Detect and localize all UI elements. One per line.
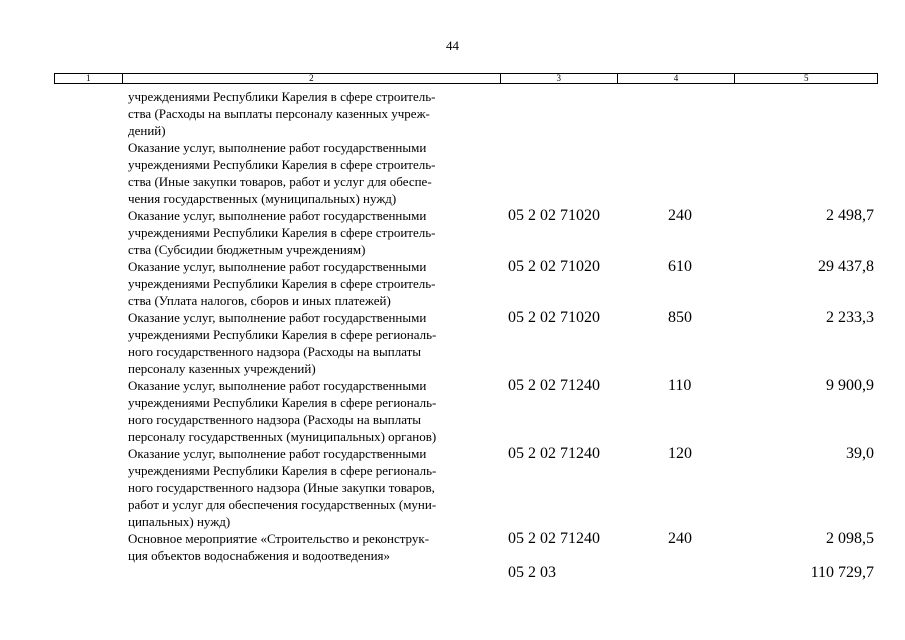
row-description: учреждениями Республики Карелия в сфере строитель- ства (Расходы на выплаты персоналу казенных учреж- дений) [128,89,436,138]
row-code: 05 2 02 71240 [508,377,600,394]
row-code: 05 2 02 71020 [508,207,600,224]
table-row [0,309,905,394]
row-expense-type: 240 [668,207,692,224]
header-column-1: 1 [55,74,123,83]
row-code: 05 2 02 71240 [508,530,600,547]
row-code: 05 2 03 [508,564,556,581]
row-expense-type: 240 [668,530,692,547]
table-row [0,139,905,224]
header-column-2: 2 [123,74,501,83]
row-code: 05 2 02 71020 [508,309,600,326]
row-amount: 2 098,5 [826,530,874,547]
row-description: Оказание услуг, выполнение работ государственными учреждениями Республики Карелия в сфере строитель- ства (Уплата налогов, сборов и иных платежей) [128,259,436,308]
header-column-5: 5 [803,73,809,83]
row-amount: 29 437,8 [818,258,874,275]
row-description: Основное мероприятие «Строительство и реконструк- ция объектов водоснабжения и водоотведения» [128,531,430,563]
row-code: 05 2 02 71240 [508,445,600,462]
header-column-4: 4 [618,74,736,83]
row-amount: 2 233,3 [826,309,874,326]
row-expense-type: 120 [668,445,692,462]
table-header-row [54,73,878,84]
header-column-3: 3 [501,74,618,83]
row-description: Оказание услуг, выполнение работ государственными учреждениями Республики Карелия в сфере строитель- ства (Иные закупки товаров, работ и услуг для обеспе- чения государственных (муниципальных) нужд) [128,140,436,206]
table-row [0,377,905,462]
row-expense-type: 110 [668,377,692,394]
table-row [0,258,905,326]
table-body [0,88,905,581]
table-row [0,530,905,581]
row-description: Оказание услуг, выполнение работ государственными учреждениями Республики Карелия в сфере региональ- ного государственного надзора (Расходы на выплаты персоналу государственных (муниципальных) органов) [128,378,437,444]
row-amount: 39,0 [846,445,874,462]
row-expense-type: 610 [668,258,692,275]
row-expense-type: 850 [668,309,692,326]
row-description: Оказание услуг, выполнение работ государственными учреждениями Республики Карелия в сфере региональ- ного государственного надзора (Расходы на выплаты персоналу казенных учреждений) [128,310,437,376]
row-amount: 2 498,7 [826,207,874,224]
table-row [0,207,905,275]
page-number: 44 [446,38,459,53]
row-amount: 9 900,9 [826,377,874,394]
row-description: Оказание услуг, выполнение работ государственными учреждениями Республики Карелия в сфере региональ- ного государственного надзора (Иные закупки товаров, работ и услуг для обеспечения государственных (муни- ципальных) нужд) [128,446,437,529]
row-amount: 110 729,7 [810,564,874,581]
row-description: Оказание услуг, выполнение работ государственными учреждениями Республики Карелия в сфере строитель- ства (Субсидии бюджетным учреждениям) [128,208,436,257]
table-row [0,88,905,139]
row-code: 05 2 02 71020 [508,258,600,275]
